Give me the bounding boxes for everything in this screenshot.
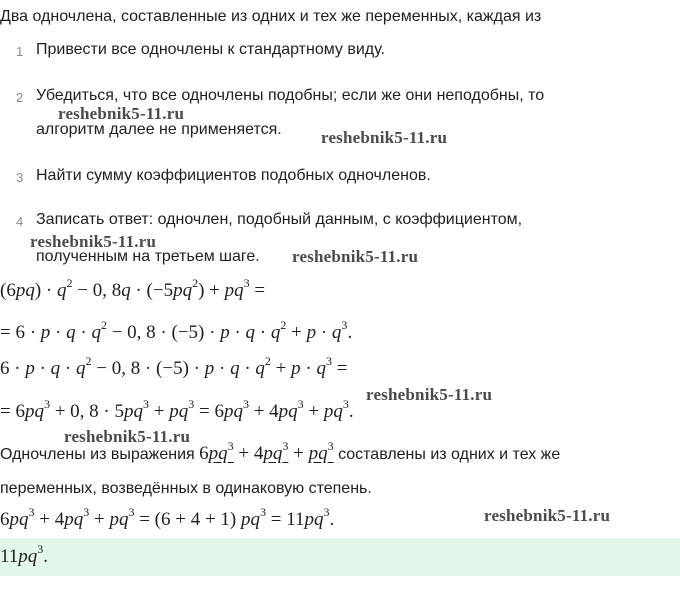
- answer-box: [0, 538, 680, 576]
- explanation-line-2: переменных, возведённых в одинаковую степень.: [0, 480, 372, 497]
- step-text-1: Привести все одночлены к стандартному виду.: [36, 41, 385, 58]
- answer-math: $11pq^3$.: [0, 541, 49, 567]
- watermark: reshebnik5-11.ru: [58, 104, 185, 123]
- math-line-2: = $6 \cdot p \cdot q \cdot q^2 - 0$, $8 \cdot (-5) \cdot p \cdot q \cdot q^2 + p \cdot q^3$.: [0, 317, 353, 343]
- step-text-2: Убедиться, что все одночлены подобны; если же они неподобны, то: [36, 87, 545, 104]
- step-text-4: Записать ответ: одночлен, подобный данным, с коэффициентом,: [36, 211, 523, 228]
- step-number-2: 2: [16, 90, 24, 105]
- step-text-2-continuation: алгоритм далее не применяется.: [36, 121, 282, 138]
- watermark: reshebnik5-11.ru: [64, 427, 191, 446]
- explanation-line-1: [0, 438, 561, 465]
- watermark: reshebnik5-11.ru: [484, 506, 611, 525]
- explanation-expression: $6pq^3 + 4pq^3 + pq^3$: [199, 438, 334, 464]
- intro-text: Два одночлена, составленные из одних и тех же переменных, каждая из: [0, 8, 542, 25]
- step-text-4-continuation: полученным на третьем шаге.: [36, 248, 260, 265]
- step-text-3: Найти сумму коэффициентов подобных одночленов.: [36, 167, 431, 184]
- watermark: reshebnik5-11.ru: [292, 247, 419, 266]
- watermark: reshebnik5-11.ru: [30, 232, 157, 251]
- math-line-5: $6pq^3 + 4pq^3 + pq^3 = (6 + 4 + 1) pq^3 = 11pq^3$.: [0, 504, 335, 530]
- step-number-1: 1: [16, 44, 24, 59]
- explanation-before: Одночлены из выражения: [0, 446, 195, 463]
- explanation-after: составлены из одних и тех же: [338, 446, 561, 463]
- watermark: reshebnik5-11.ru: [366, 385, 493, 404]
- step-number-4: 4: [16, 214, 24, 229]
- math-line-3: $6 \cdot p \cdot q \cdot q^2 - 0$, $8 \cdot (-5) \cdot p \cdot q \cdot q^2 + p \cdot q^3$ =: [0, 353, 348, 379]
- math-line-1: $(6pq) \cdot q^2 - 0$, $8q \cdot (-5pq^2) + pq^3$ =: [0, 275, 266, 301]
- watermark: reshebnik5-11.ru: [321, 128, 448, 147]
- math-line-4: = $6pq^3 + 0$, $8 \cdot 5pq^3 + pq^3 = 6pq^3 + 4pq^3 + pq^3$.: [0, 396, 354, 422]
- step-number-3: 3: [16, 170, 24, 185]
